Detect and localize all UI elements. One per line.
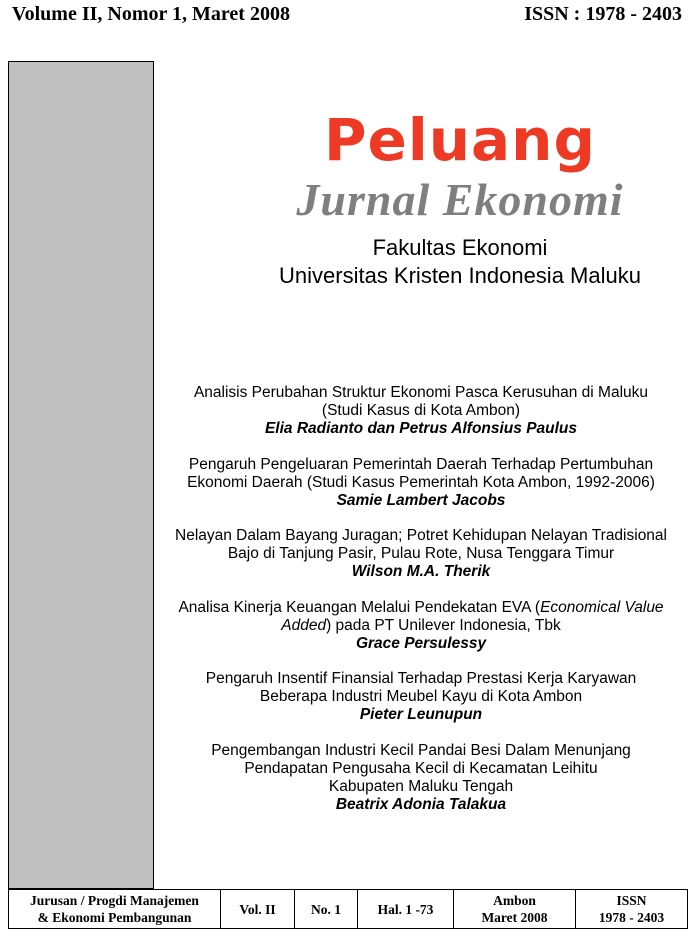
article-title-line: Pengembangan Industri Kecil Pandai Besi Dalam Menunjang bbox=[211, 741, 631, 759]
article-title-text: Analisa Kinerja Keuangan Melalui Pendekatan EVA ( bbox=[178, 598, 541, 616]
footer-pages: Hal. 1 -73 bbox=[358, 890, 454, 929]
article-list bbox=[164, 384, 678, 831]
footer-date: Maret 2008 bbox=[481, 910, 548, 925]
footer-issn-value: 1978 - 2403 bbox=[598, 910, 665, 925]
article-entry bbox=[164, 384, 678, 438]
article-title-italic: Economical Value bbox=[540, 598, 664, 616]
faculty-name: Fakultas Ekonomi bbox=[372, 235, 548, 260]
article-title-line: Kabupaten Maluku Tengah bbox=[328, 777, 514, 795]
footer-info-table bbox=[8, 889, 688, 929]
article-title-line: Ekonomi Daerah (Studi Kasus Pemerintah Kota Ambon, 1992-2006) bbox=[187, 473, 655, 491]
journal-subtitle: Jurnal Ekonomi bbox=[296, 174, 624, 225]
department-line: Jurusan / Progdi Manajemen bbox=[30, 893, 199, 908]
article-title-line: Nelayan Dalam Bayang Juragan; Potret Kehidupan Nelayan Tradisional bbox=[175, 527, 667, 544]
article-title-line bbox=[164, 599, 678, 617]
article-author: Grace Persulessy bbox=[355, 634, 487, 652]
article-author: Wilson M.A. Therik bbox=[351, 563, 491, 580]
article-author: Beatrix Adonia Talakua bbox=[335, 795, 507, 813]
article-title-text: ) pada PT Unilever Indonesia, Tbk bbox=[326, 616, 561, 634]
university-name: Universitas Kristen Indonesia Maluku bbox=[279, 263, 641, 288]
article-entry bbox=[164, 670, 678, 724]
article-title-line: Bajo di Tanjung Pasir, Pulau Rote, Nusa Tenggara Timur bbox=[227, 545, 615, 562]
article-entry bbox=[164, 527, 678, 581]
article-entry bbox=[164, 456, 678, 510]
footer-place-date bbox=[454, 890, 576, 929]
issn-header: ISSN : 1978 - 2403 bbox=[524, 3, 682, 25]
article-author: Pieter Leunupun bbox=[359, 706, 483, 723]
footer-issn bbox=[576, 890, 688, 929]
footer-issn-label: ISSN bbox=[616, 893, 647, 908]
article-title-line: Analisis Perubahan Struktur Ekonomi Pasca Kerusuhan di Maluku bbox=[193, 384, 649, 401]
footer-volume: Vol. II bbox=[221, 890, 295, 929]
footer-department bbox=[9, 890, 221, 929]
article-title-line: Pengaruh Insentif Finansial Terhadap Prestasi Kerja Karyawan bbox=[205, 670, 637, 687]
article-author: Elia Radianto dan Petrus Alfonsius Paulus bbox=[264, 420, 578, 437]
article-title-line: Pendapatan Pengusaha Kecil di Kecamatan Leihitu bbox=[244, 759, 598, 777]
journal-title: Peluang bbox=[324, 106, 596, 174]
article-entry bbox=[164, 599, 678, 653]
article-title-line bbox=[164, 617, 678, 635]
article-title-line: Beberapa Industri Meubel Kayu di Kota Ambon bbox=[259, 688, 583, 705]
footer-number: No. 1 bbox=[295, 890, 358, 929]
article-entry bbox=[164, 742, 678, 814]
footer-row bbox=[9, 890, 688, 929]
department-line: & Ekonomi Pembangunan bbox=[37, 910, 192, 925]
article-title-line: (Studi Kasus di Kota Ambon) bbox=[321, 402, 521, 419]
footer-place: Ambon bbox=[493, 893, 536, 908]
article-title-italic: Added bbox=[281, 616, 327, 634]
volume-line: Volume II, Nomor 1, Maret 2008 bbox=[12, 3, 290, 25]
side-bar bbox=[8, 61, 154, 889]
article-author: Samie Lambert Jacobs bbox=[336, 491, 506, 509]
article-title-line: Pengaruh Pengeluaran Pemerintah Daerah Terhadap Pertumbuhan bbox=[188, 455, 654, 473]
